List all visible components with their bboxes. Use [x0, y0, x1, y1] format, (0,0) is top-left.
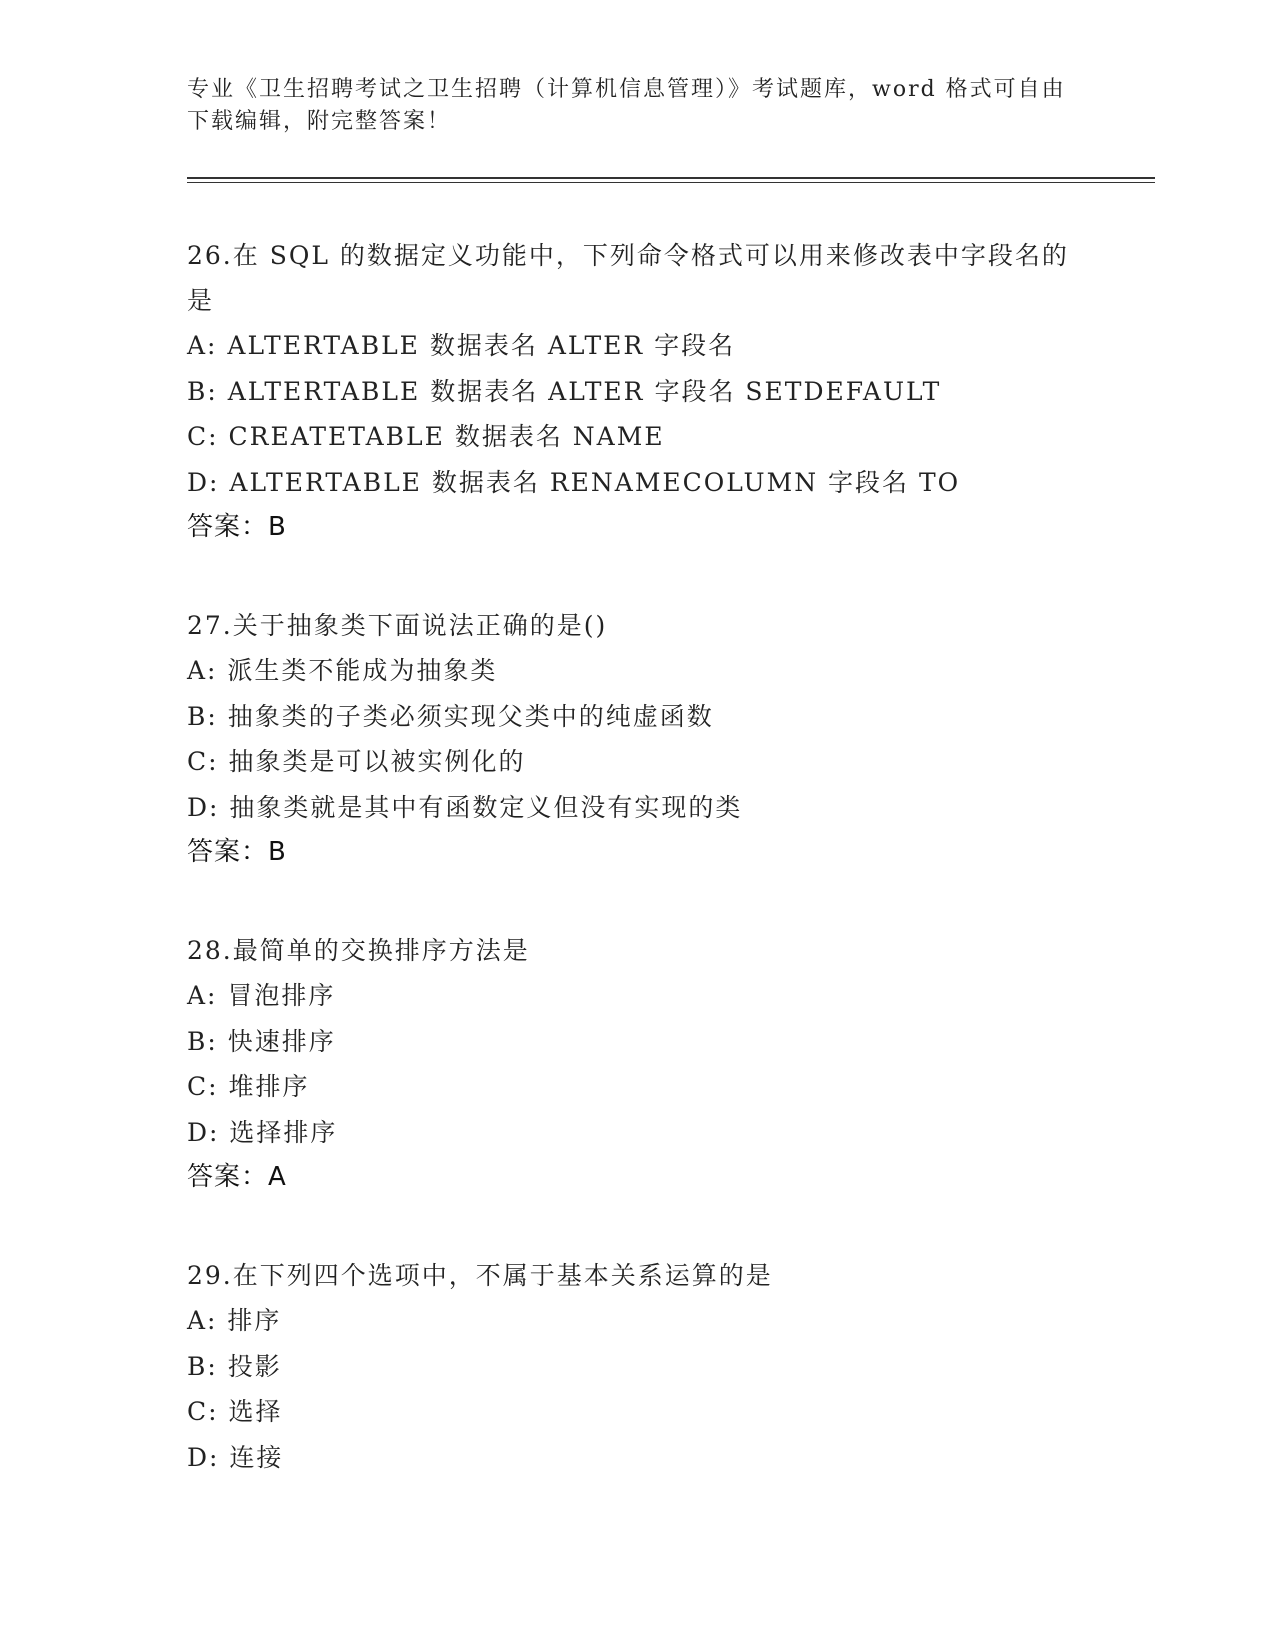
option-a: A: 派生类不能成为抽象类: [187, 656, 498, 685]
header-rule-thick: [187, 177, 1155, 179]
option-c: C: CREATETABLE 数据表名 NAME: [187, 422, 665, 451]
option-c: C: 抽象类是可以被实例化的: [187, 747, 526, 776]
header-rule-thin: [187, 182, 1155, 183]
option-a: A: 冒泡排序: [187, 981, 336, 1010]
answer-line: 答案：A: [187, 1162, 287, 1192]
question-gap: [187, 550, 1087, 603]
question-27: [187, 603, 1087, 875]
question-stem: 28.最简单的交换排序方法是: [187, 936, 530, 965]
option-d: D: 抽象类就是其中有函数定义但没有实现的类: [187, 792, 743, 822]
option-b: B: ALTERTABLE 数据表名 ALTER 字段名 SETDEFAULT: [187, 376, 942, 406]
option-c: C: 堆排序: [187, 1072, 310, 1101]
question-stem: 27.关于抽象类下面说法正确的是(): [187, 611, 608, 640]
option-a: A: 排序: [187, 1306, 282, 1335]
option-d: D: 选择排序: [187, 1117, 338, 1147]
question-gap: [187, 875, 1087, 928]
option-b: B: 投影: [187, 1351, 282, 1381]
question-gap: [187, 1200, 1087, 1253]
question-stem: 29.在下列四个选项中，不属于基本关系运算的是: [187, 1261, 773, 1290]
option-d: D: ALTERTABLE 数据表名 RENAMECOLUMN 字段名 TO: [187, 467, 961, 497]
option-c: C: 选择: [187, 1397, 283, 1426]
option-d: D: 连接: [187, 1442, 284, 1472]
answer-line: 答案：B: [187, 512, 287, 542]
question-26: [187, 233, 1087, 550]
question-stem: 26.在 SQL 的数据定义功能中，下列命令格式可以用来修改表中字段名的是: [187, 241, 1069, 315]
option-b: B: 抽象类的子类必须实现父类中的纯虚函数: [187, 701, 714, 731]
document-header: 专业《卫生招聘考试之卫生招聘（计算机信息管理）》考试题库，word 格式可自由下载编辑，附完整答案！: [187, 77, 1066, 134]
question-list: [187, 233, 1087, 1480]
option-a: A: ALTERTABLE 数据表名 ALTER 字段名: [187, 331, 736, 360]
question-29: [187, 1253, 1087, 1480]
question-28: [187, 928, 1087, 1200]
answer-line: 答案：B: [187, 837, 287, 867]
option-b: B: 快速排序: [187, 1026, 336, 1056]
